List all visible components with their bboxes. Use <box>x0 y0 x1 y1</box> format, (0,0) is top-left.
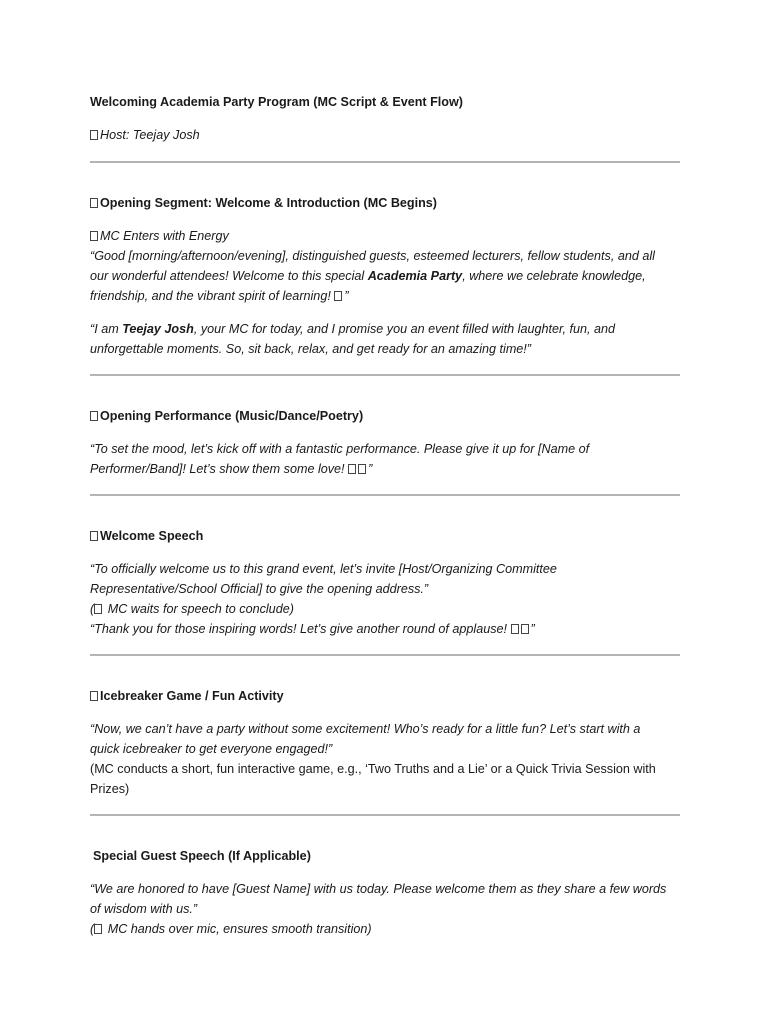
emoji-placeholder-icon <box>90 198 98 208</box>
section-divider <box>90 374 680 376</box>
emoji-placeholder-icon <box>94 924 102 934</box>
document-title: Welcoming Academia Party Program (MC Script & Event Flow) <box>90 95 463 109</box>
section-paragraph: “To officially welcome us to this grand event, let’s invite [Host/Organizing Committee Representative/School Official] to give the opening address.” ( MC waits for speech to conclude) “Thank you for those inspiring words! Let’s give another round of applause! ” <box>90 562 557 636</box>
emoji-placeholder-icon <box>358 464 366 474</box>
section-divider <box>90 161 680 163</box>
section-paragraph: MC Enters with Energy “Good [morning/afternoon/evening], distinguished guests, esteemed lecturers, fellow students, and all our wonderful attendees! Welcome to this special Academia Party, where we celebrate knowledge, friendship, and the vibrant spirit of learning! ” <box>90 229 655 303</box>
section-paragraph: “I am Teejay Josh, your MC for today, and I promise you an event filled with laughter, fun, and unforgettable moments. So, sit back, relax, and get ready for an amazing time!” <box>90 322 616 356</box>
emoji-placeholder-icon <box>90 130 98 140</box>
emoji-placeholder-icon <box>90 411 98 421</box>
section-divider <box>90 494 680 496</box>
host-line: Host: Teejay Josh <box>90 125 680 145</box>
section-divider <box>90 814 680 816</box>
emoji-placeholder-icon <box>90 531 98 541</box>
emoji-placeholder-icon <box>90 691 98 701</box>
emoji-placeholder-icon <box>90 231 98 241</box>
emoji-placeholder-icon <box>334 291 342 301</box>
emoji-placeholder-icon <box>348 464 356 474</box>
section-heading: Special Guest Speech (If Applicable) <box>93 849 311 863</box>
section-heading: Opening Performance (Music/Dance/Poetry) <box>90 406 680 426</box>
document-content <box>90 92 680 939</box>
emoji-placeholder-icon <box>511 624 519 634</box>
section-heading: Icebreaker Game / Fun Activity <box>90 686 680 706</box>
section-paragraph: “To set the mood, let’s kick off with a fantastic performance. Please give it up for [Name of Performer/Band]! Let’s show them some love! ” <box>90 442 590 476</box>
section-divider <box>90 654 680 656</box>
emoji-placeholder-icon <box>94 604 102 614</box>
section-paragraph: “We are honored to have [Guest Name] with us today. Please welcome them as they share a few words of wisdom with us.” ( MC hands over mic, ensures smooth transition) <box>90 882 667 936</box>
section-paragraph: “Now, we can’t have a party without some excitement! Who’s ready for a little fun? Let’s start with a quick icebreaker to get everyone engaged!” (MC conducts a short, fun interactive game, e.g., ‘Two Truths and a Lie’ or a Quick Trivia Session with Prizes) <box>90 722 656 796</box>
emoji-placeholder-icon <box>521 624 529 634</box>
section-heading: Opening Segment: Welcome & Introduction (MC Begins) <box>90 193 680 213</box>
section-heading: Welcome Speech <box>90 526 680 546</box>
